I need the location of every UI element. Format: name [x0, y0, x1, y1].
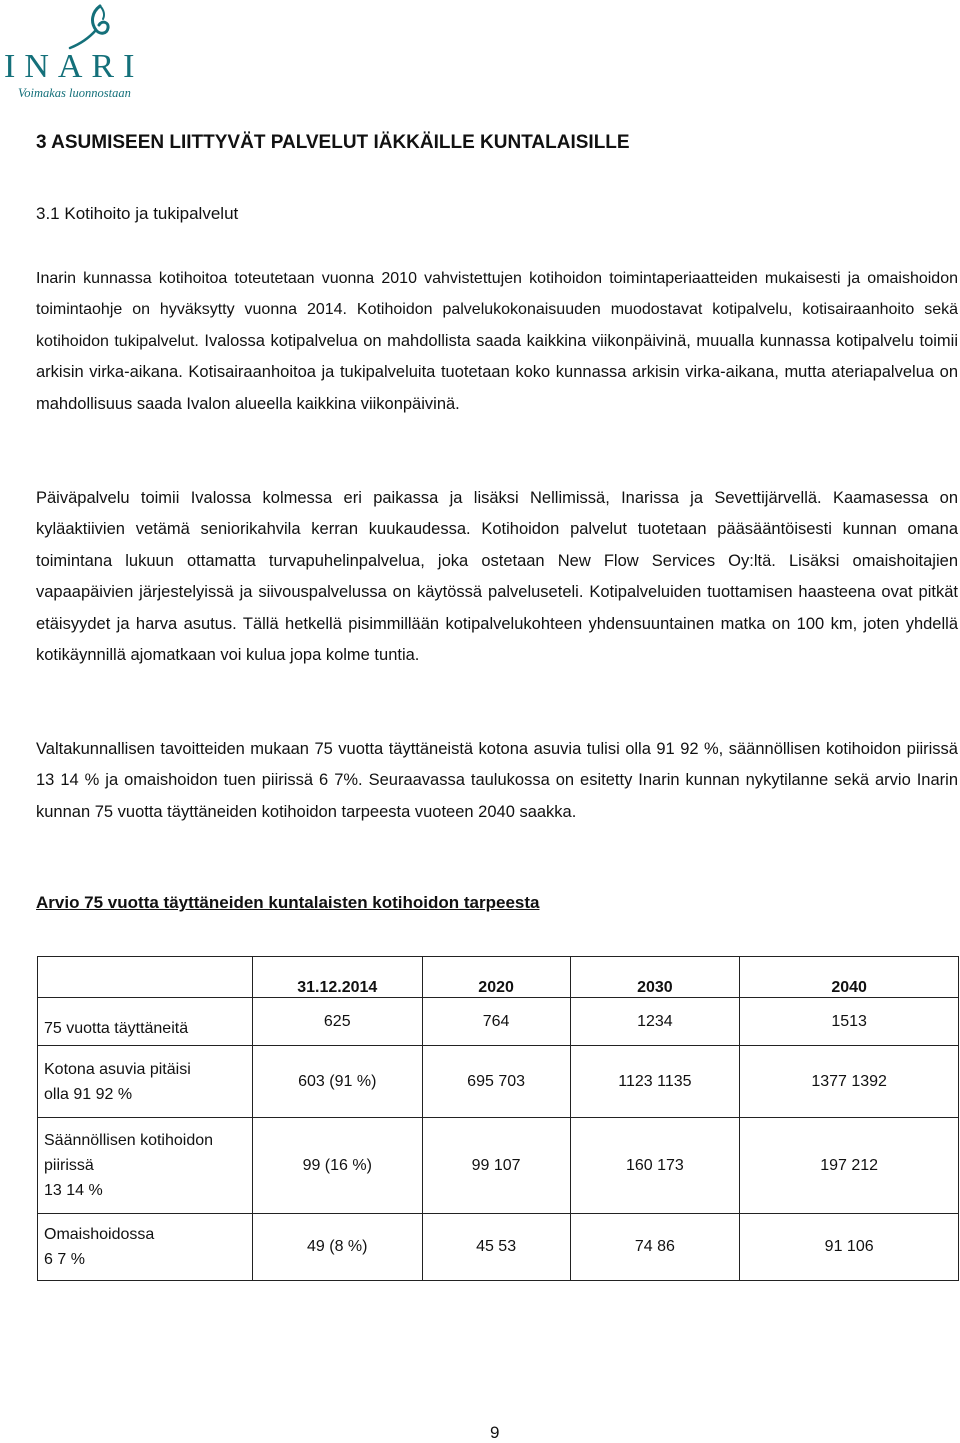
column-header: 2030: [570, 957, 740, 998]
row-label-line: olla 91 92 %: [44, 1085, 133, 1103]
table-corner-cell: [38, 957, 253, 998]
section-heading: 3 ASUMISEEN LIITTYVÄT PALVELUT IÄKKÄILLE KUNTALAISILLE: [36, 132, 630, 153]
row-label: [38, 1046, 253, 1118]
table-cell: 695 703: [422, 1046, 570, 1118]
paragraph-home-care: [36, 263, 958, 420]
row-label-line: Omaishoidossa: [44, 1226, 155, 1243]
table-cell: 1513: [740, 998, 959, 1046]
table-cell: 74 86: [570, 1214, 740, 1281]
table-row: [38, 1046, 959, 1118]
table-cell: 197 212: [740, 1118, 959, 1214]
row-label: [38, 1118, 253, 1214]
row-label-line: Säännöllisen kotihoidon: [44, 1132, 214, 1149]
row-label-line: 6 7 %: [44, 1251, 85, 1268]
row-label-line: piirissä: [44, 1157, 94, 1174]
leaf-swirl-icon: [4, 4, 176, 54]
table-cell: 91 106: [740, 1214, 959, 1281]
paragraph-home-care-part-a: Inarin kunnassa kotihoitoa toteutetaan vuonna 2010 vahvistettujen kotihoidon toimintaperiaatteiden mukaisesti ja omaishoidon toimintaohje on hyväksytty vuonna 2014.: [36, 270, 958, 319]
column-header: 31.12.2014: [252, 957, 422, 998]
table-cell: 764: [422, 998, 570, 1046]
home-care-estimate-table: [37, 956, 959, 1281]
column-header: 2040: [740, 957, 959, 998]
row-label-line: Kotona asuvia pitäisi: [44, 1060, 191, 1078]
table-row: [38, 1214, 959, 1281]
table-row: [38, 998, 959, 1046]
table-title: Arvio 75 vuotta täyttäneiden kuntalaisten kotihoidon tarpeesta: [36, 893, 540, 912]
table-cell: 99 (16 %): [252, 1118, 422, 1214]
table-cell: 1377 1392: [740, 1046, 959, 1118]
logo-wordmark: INARI: [4, 48, 144, 85]
paragraph-day-services: Päiväpalvelu toimii Ivalossa kolmessa eri paikassa ja lisäksi Nellimissä, Inarissa ja Sevettijärvellä. Kaamasessa on kyläaktiivien vetämä seniorikahvila kerran kuukaudessa. Kotihoidon palvelut tuotetaan pääsääntöisesti kunnan omana toimintana lukuun ottamatta turvapuhelinpalvelua, joka ostetaan New Flow Services Oy:ltä. Lisäksi omaishoitajien vapaapäivien järjestelyissä ja siivouspalvelussa on käytössä palveluseteli. Kotipalveluiden tuottamisen haasteena ovat pitkät etäisyydet ja harva asutus. Tällä hetkellä pisimmillään kotipalvelukohteen yhdensuuntainen matka on 100 km, joten yhdellä kotikäynnillä ajomatkaan voi kulua jopa kolme tuntia.: [36, 489, 958, 665]
row-label-line: 13 14 %: [44, 1182, 103, 1199]
paragraph-national-targets: Valtakunnallisen tavoitteiden mukaan 75 vuotta täyttäneistä kotona asuvia tulisi olla 91 92 %, säännöllisen kotihoidon piirissä 13 14 % ja omaishoidon tuen piirissä 6 7%. Seuraavassa taulukossa on esitetty Inarin kunnan nykytilanne sekä arvio Inarin kunnan 75 vuotta täyttäneiden kotihoidon tarpeesta vuoteen 2040 saakka.: [36, 740, 958, 821]
table-cell: 625: [252, 998, 422, 1046]
table-cell: 49 (8 %): [252, 1214, 422, 1281]
page-number: 9: [490, 1423, 500, 1442]
paragraph-home-care-part-b: Kotihoidon palvelukokonaisuuden muodostavat kotipalvelu, kotisairaanhoito sekä kotihoidon tukipalvelut.: [36, 301, 958, 350]
paragraph-home-care-part-c: Ivalossa kotipalvelua on mahdollista saada kaikkina viikonpäivinä, muualla kunnassa kotipalvelu toimii arkisin virka-aikana. Kotisairaanhoitoa ja tukipalveluita tuotetaan koko kunnassa arkisin virka-aikana, mutta ateriapalvelua on mahdollisuus saada Ivalon alueella kaikkina viikonpäivinä.: [36, 331, 958, 413]
table-cell: 603 (91 %): [252, 1046, 422, 1118]
table-cell: 160 173: [570, 1118, 740, 1214]
row-label: [38, 998, 253, 1046]
subsection-heading: 3.1 Kotihoito ja tukipalvelut: [36, 204, 239, 223]
column-header: 2020: [422, 957, 570, 998]
table-cell: 1123 1135: [570, 1046, 740, 1118]
table-row: [38, 1118, 959, 1214]
row-label-line: 75 vuotta täyttäneitä: [44, 1020, 189, 1037]
row-label: [38, 1214, 253, 1281]
table-cell: 1234: [570, 998, 740, 1046]
logo-slogan: Voimakas luonnostaan: [18, 86, 131, 100]
inari-logo: [4, 4, 176, 104]
table-header-row: [38, 957, 959, 998]
table-cell: 45 53: [422, 1214, 570, 1281]
table-cell: 99 107: [422, 1118, 570, 1214]
